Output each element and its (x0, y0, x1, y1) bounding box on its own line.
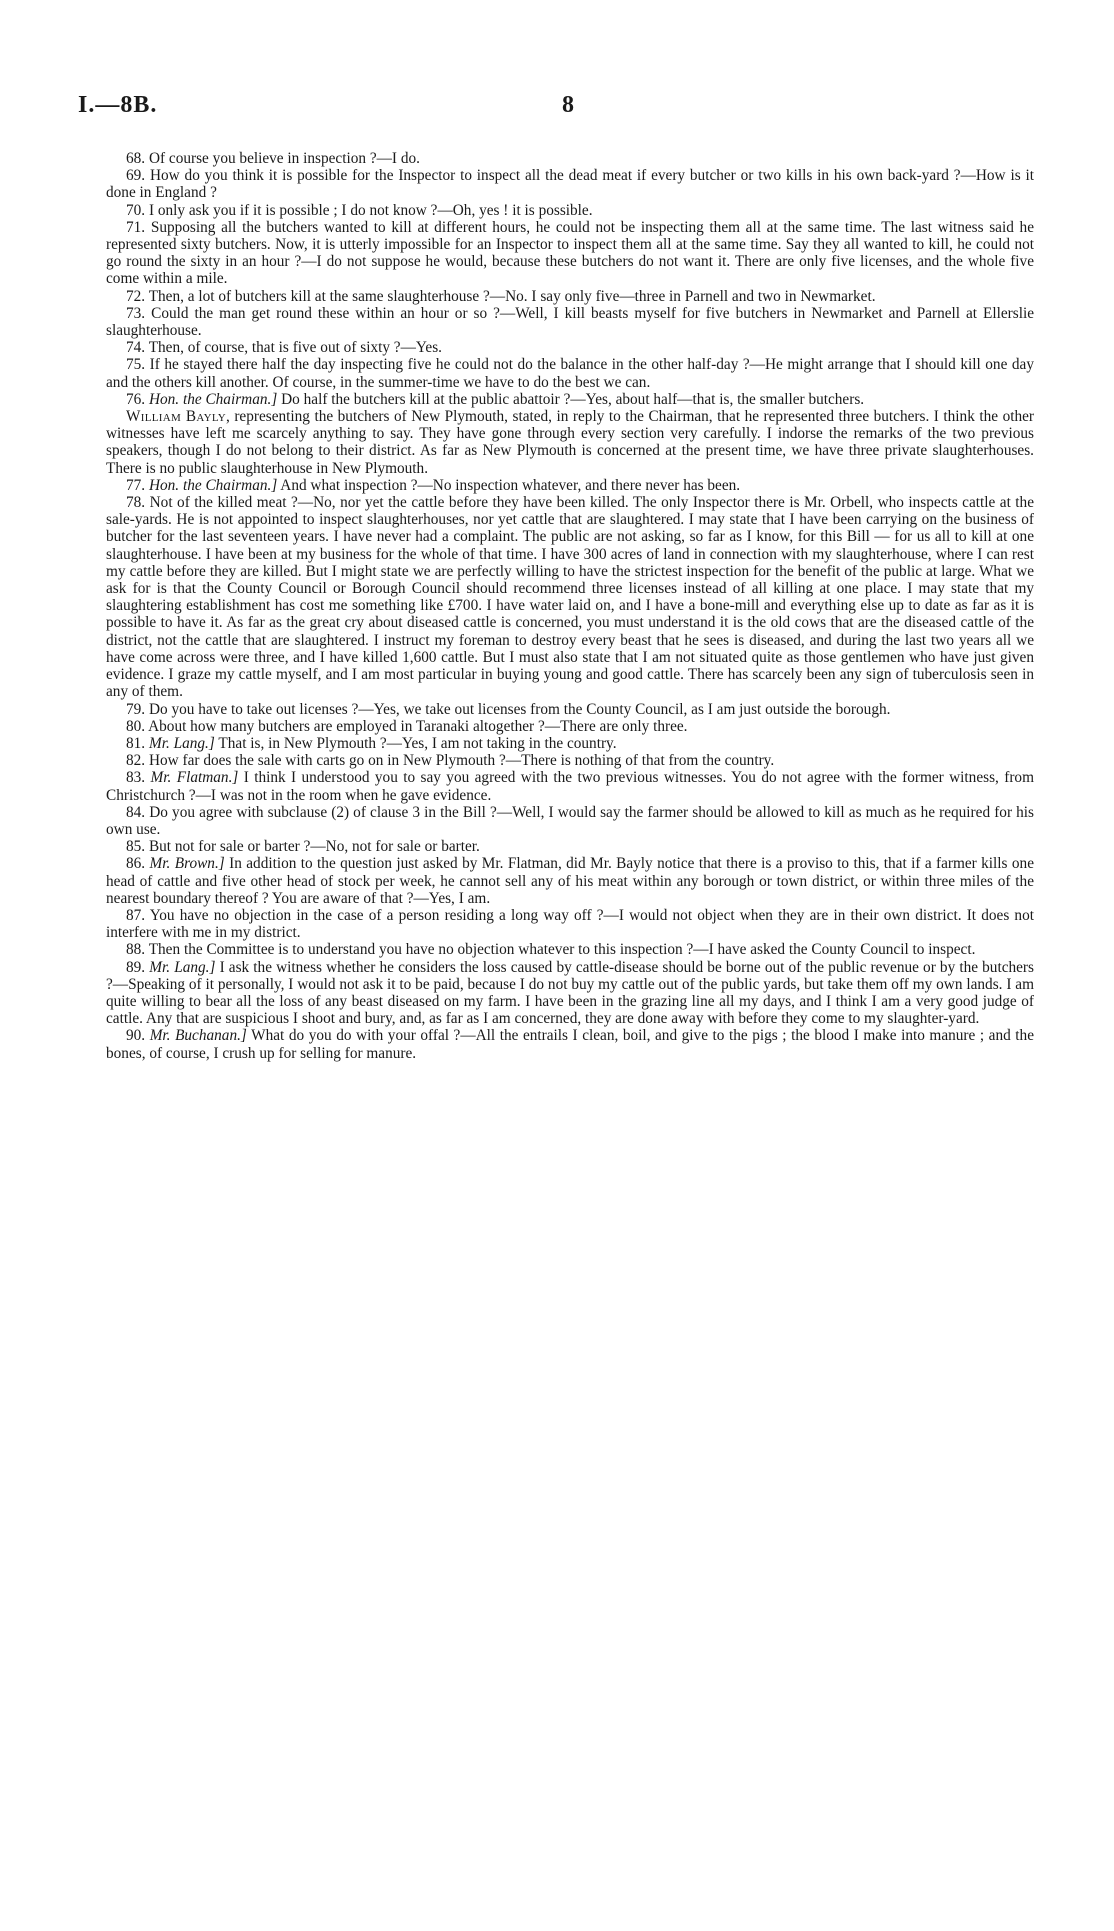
evidence-paragraph (106, 408, 1034, 477)
paragraph-text: What do you do with your offal ?—All the entrails I clean, boil, and give to the pigs ; the blood I make into manure ; and the bones, of course, I crush up for selling for manure. (106, 1027, 1034, 1062)
evidence-paragraph (106, 752, 1034, 769)
speaker-name: Mr. Lang.] (149, 958, 216, 976)
question-number: 76. (126, 390, 146, 408)
evidence-paragraph (106, 769, 1034, 803)
question-number: 88. (126, 941, 146, 959)
evidence-paragraph (106, 305, 1034, 339)
page-number: 8 (562, 92, 574, 118)
paragraph-text: How do you think it is possible for the Inspector to inspect all the dead meat if every butcher or two kills in his own back-yard ?—How is it done in England ? (106, 167, 1034, 202)
question-number: 89. (126, 958, 146, 976)
question-number: 84. (126, 803, 146, 821)
evidence-paragraph (106, 701, 1034, 718)
evidence-paragraph (106, 150, 1034, 167)
paragraph-text: I only ask you if it is possible ; I do not know ?—Oh, yes ! it is possible. (148, 201, 593, 219)
paragraph-text: You have no objection in the case of a person residing a long way off ?—I would not object when they are in their own district. It does not interfere with me in my district. (106, 906, 1034, 942)
evidence-paragraph (106, 735, 1034, 752)
paragraph-text: I ask the witness whether he considers the loss caused by cattle-disease should be borne out of the public revenue or by the butchers ?—Speaking of it personally, I would not ask it to be paid, because I do not buy my cattle out of the public yards, but take them off my own lands. I am quite willing to bear all the loss of any beast diseased on my farm. I have been in the grazing line all my days, and I think I am a very good judge of cattle. Any that are suspicious I shoot and bury, and, as far as I am concerned, they are done away with before they come to my slaughter-yard. (106, 958, 1034, 1028)
question-number: 80. (126, 717, 146, 735)
speaker-name: Hon. the Chairman.] (148, 476, 278, 494)
question-number: 73. (126, 304, 146, 322)
paragraph-text: Do you agree with subclause (2) of clause 3 in the Bill ?—Well, I would say the farmer should be allowed to kill as much as he required for his own use. (106, 803, 1035, 838)
evidence-paragraph (106, 941, 1034, 958)
evidence-paragraph (106, 838, 1034, 855)
speaker-name: Mr. Buchanan.] (149, 1027, 247, 1045)
paragraph-text: How far does the sale with carts go on in New Plymouth ?—There is nothing of that from the country. (148, 752, 775, 770)
paragraph-text: , representing the butchers of New Plymouth, stated, in reply to the Chairman, that he represented three butchers. I think the other witnesses have left me scarcely anything to say. They have gone through every section very carefully. I indorse the remarks of the two previous speakers, though I do not belong to their district. As far as New Plymouth is concerned at the present time, we have three private slaughterhouses. There is no public slaughterhouse in New Plymouth. (106, 408, 1035, 477)
evidence-paragraph (106, 167, 1034, 201)
evidence-paragraph (106, 804, 1034, 838)
evidence-paragraph (106, 959, 1034, 1028)
question-number: 71. (126, 218, 146, 236)
paragraph-text: Do half the butchers kill at the public abattoir ?—Yes, about half—that is, the smaller butchers. (281, 390, 865, 408)
paragraph-text: In addition to the question just asked by Mr. Flatman, did Mr. Bayly notice that there is a proviso to this, that if a farmer kills one head of cattle and five other head of stock per week, he cannot sell any of his meat within any borough or town district, or within three miles of the nearest boundary thereof ? You are aware of that ?—Yes, I am. (106, 855, 1034, 907)
paragraph-text: Then, of course, that is five out of sixty ?—Yes. (148, 339, 442, 357)
document-reference: I.—8B. (78, 92, 158, 118)
question-number: 72. (126, 287, 146, 305)
evidence-paragraph (106, 477, 1034, 494)
evidence-body (106, 150, 1034, 1062)
question-number: 79. (126, 700, 146, 718)
paragraph-text: Not of the killed meat ?—No, nor yet the cattle before they have been killed. The only Inspector there is Mr. Orbell, who inspects cattle at the sale-yards. He is not appointed to inspect slaughterhouses, nor yet cattle that are slaughtered. I may state that I have been carrying on the business of butcher for the last seventeen years. I have never had a complaint. The public are not asking, so far as I know, for this Bill — for us all to kill at one slaughterhouse. I have been at my business for the whole of that time. I have 300 acres of land in connection with my slaughterhouse, where I can rest my cattle before they are killed. But I might state we are perfectly willing to have the strictest inspection for the benefit of the public at large. What we ask for is that the County Council or Borough Council should recommend three licenses instead of all killing at one place. I may state that my slaughtering establishment has cost me something like £700. I have water laid on, and I have a bone-mill and everything else up to date as far as it is possible to have it. As far as the great cry about diseased cattle is concerned, you must understand it is the old cows that are the diseased cattle of the district, not the cattle that are slaughtered. I instruct my foreman to destroy every beast that he sees is diseased, and during the last two years all we have come across were three, and I have killed 1,600 cattle. But I must also state that I am not situated quite as those gentlemen who have just given evidence. I graze my cattle myself, and I am most particular in buying young and good cattle. There has scarcely been any sign of tuberculosis seen in any of them. (106, 494, 1034, 701)
witness-name: William Bayly (126, 408, 226, 426)
question-number: 77. (126, 476, 146, 494)
evidence-paragraph (106, 219, 1034, 288)
evidence-paragraph (106, 907, 1034, 941)
speaker-name: Hon. the Chairman.] (148, 390, 278, 408)
question-number: 78. (126, 494, 146, 512)
paragraph-text: That is, in New Plymouth ?—Yes, I am not taking in the country. (218, 734, 617, 752)
question-number: 82. (126, 752, 146, 770)
paragraph-text: Could the man get round these within an hour or so ?—Well, I kill beasts myself for five butchers in Newmarket and Parnell at Ellerslie slaughterhouse. (106, 304, 1035, 340)
paragraph-text: About how many butchers are employed in Taranaki altogether ?—There are only three. (148, 717, 688, 735)
question-number: 83. (126, 769, 146, 787)
question-number: 90. (126, 1027, 146, 1045)
speaker-name: Mr. Lang.] (148, 734, 215, 752)
question-number: 68. (126, 150, 146, 167)
question-number: 74. (126, 339, 146, 357)
paragraph-text: I think I understood you to say you agreed with the two previous witnesses. You do not agree with the former witness, from Christchurch ?—I was not in the room when he gave evidence. (106, 769, 1034, 804)
paragraph-text: Supposing all the butchers wanted to kill at different hours, he could not be inspecting them all at the same time. The last witness said he represented sixty butchers. Now, it is utterly impossible for an Inspector to inspect them all at the same time. Say they all wanted to kill, he could not go round the sixty in an hour ?—I do not suppose he would, because these butchers do not want it. There are only five licenses, and the whole five come within a mile. (106, 218, 1034, 288)
evidence-paragraph (106, 494, 1034, 700)
question-number: 81. (126, 734, 146, 752)
paragraph-text: But not for sale or barter ?—No, not for sale or barter. (148, 838, 480, 856)
evidence-paragraph (106, 202, 1034, 219)
question-number: 69. (126, 167, 146, 185)
question-number: 87. (126, 906, 146, 924)
evidence-paragraph (106, 1027, 1034, 1061)
question-number: 85. (126, 838, 146, 856)
speaker-name: Mr. Flatman.] (150, 769, 239, 787)
paragraph-text: Of course you believe in inspection ?—I do. (148, 150, 420, 167)
question-number: 86. (126, 855, 146, 873)
evidence-paragraph (106, 855, 1034, 907)
paragraph-text: Then the Committee is to understand you have no objection whatever to this inspection ?—I have asked the County Council to inspect. (148, 941, 976, 959)
running-head (72, 92, 1042, 122)
evidence-paragraph (106, 288, 1034, 305)
evidence-paragraph (106, 718, 1034, 735)
paragraph-text: And what inspection ?—No inspection whatever, and there never has been. (280, 476, 741, 494)
question-number: 75. (126, 356, 146, 374)
paragraph-text: If he stayed there half the day inspecting five he could not do the balance in the other half-day ?—He might arrange that I should kill one day and the others kill another. Of course, in the summer-time we have to do the best we can. (106, 356, 1034, 391)
evidence-paragraph (106, 339, 1034, 356)
speaker-name: Mr. Brown.] (149, 855, 225, 873)
evidence-paragraph (106, 391, 1034, 408)
paragraph-text: Do you have to take out licenses ?—Yes, we take out licenses from the County Council, as I am just outside the borough. (148, 700, 891, 718)
paragraph-text: Then, a lot of butchers kill at the same slaughterhouse ?—No. I say only five—three in Parnell and two in Newmarket. (148, 287, 876, 305)
question-number: 70. (126, 201, 146, 219)
evidence-paragraph (106, 356, 1034, 390)
